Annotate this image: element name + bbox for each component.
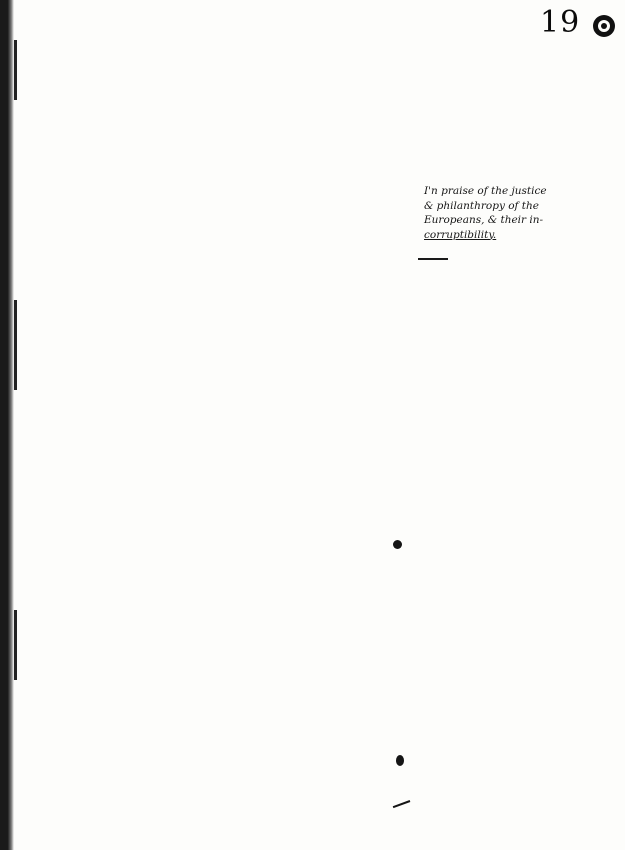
margin-note-dash [418,258,448,260]
folio-stamp-icon [590,12,618,40]
binding-speck [14,610,17,680]
margin-note-line: & philanthropy of the [424,199,539,212]
binding-speck [14,300,17,390]
margin-note-line: I'n praise of the justice [424,185,547,197]
binding-speck [14,40,17,100]
folio-number: 19 [540,5,581,40]
ink-stroke [393,800,411,808]
margin-note [424,184,596,242]
margin-note-line: corruptibility. [424,228,497,241]
ink-blot [393,540,402,549]
binding-edge [0,0,14,850]
ink-blot [396,755,404,766]
margin-note-line: Europeans, & their in- [424,214,544,226]
